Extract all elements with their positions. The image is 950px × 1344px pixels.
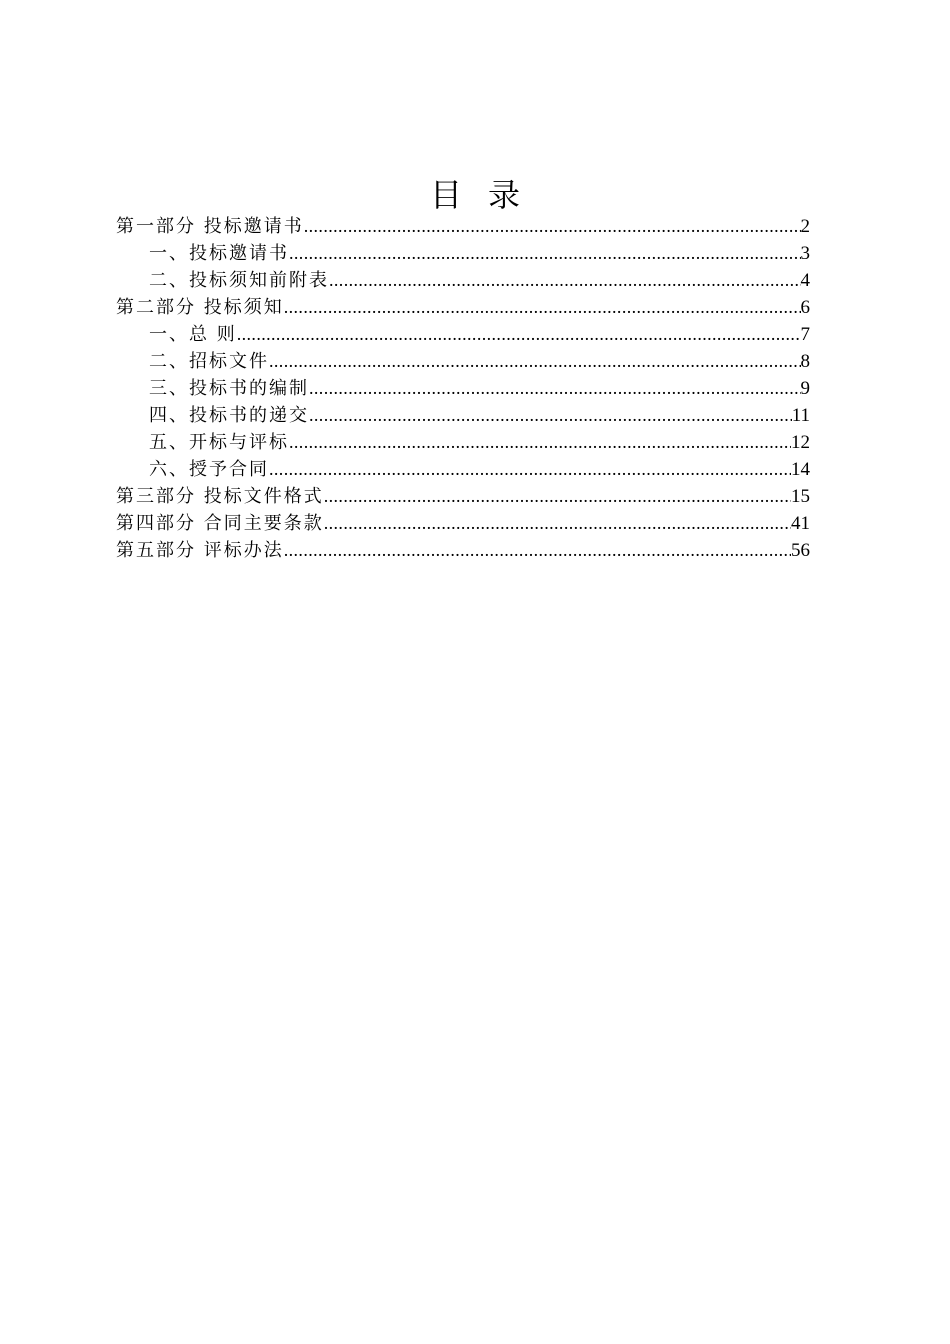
toc-leader-dots: [309, 375, 801, 402]
toc-entry[interactable]: [116, 213, 810, 240]
toc-entry[interactable]: [116, 483, 810, 510]
toc-entry-label: 第五部分 评标办法: [116, 540, 284, 561]
toc-entry-label: 第一部分 投标邀请书: [116, 216, 304, 237]
toc-entry[interactable]: [116, 267, 810, 294]
toc-leader-dots: [284, 537, 791, 564]
toc-entry[interactable]: [116, 294, 810, 321]
toc-title: 目录: [429, 176, 546, 214]
toc-leader-dots: [304, 213, 801, 240]
toc-entry-page: 56: [791, 540, 810, 561]
toc-entry-label: 五、开标与评标: [149, 432, 289, 453]
toc-entry-label: 六、授予合同: [149, 459, 269, 480]
toc-leader-dots: [269, 348, 801, 375]
toc-leader-dots: [284, 294, 801, 321]
toc-entry-label: 第四部分 合同主要条款: [116, 513, 324, 534]
toc-entry-page: 14: [791, 459, 810, 480]
toc-entry-page: 3: [800, 243, 810, 264]
toc-entry-page: 8: [800, 351, 810, 372]
toc-entry-page: 4: [800, 270, 810, 291]
toc-entry[interactable]: [116, 537, 810, 564]
toc-entry[interactable]: [116, 456, 810, 483]
toc-entry-page: 12: [791, 432, 810, 453]
toc-leader-dots: [324, 483, 791, 510]
toc-entry[interactable]: [116, 429, 810, 456]
toc-leader-dots: [237, 321, 801, 348]
toc-entry[interactable]: [116, 402, 810, 429]
toc-leader-dots: [309, 402, 792, 429]
toc-entry-page: 6: [800, 297, 810, 318]
toc-entry-page: 7: [800, 324, 810, 345]
toc-list: [116, 213, 810, 564]
toc-entry-label: 四、投标书的递交: [149, 405, 309, 426]
toc-entry-page: 41: [791, 513, 810, 534]
toc-entry-page: 11: [791, 405, 810, 426]
toc-entry[interactable]: [116, 348, 810, 375]
toc-leader-dots: [269, 456, 791, 483]
toc-leader-dots: [289, 429, 791, 456]
toc-leader-dots: [289, 240, 801, 267]
toc-entry[interactable]: [116, 240, 810, 267]
toc-leader-dots: [329, 267, 801, 294]
toc-entry-label: 二、招标文件: [149, 351, 269, 372]
toc-entry[interactable]: [116, 321, 810, 348]
toc-entry-page: 2: [800, 216, 810, 237]
toc-entry[interactable]: [116, 510, 810, 537]
toc-entry-label: 二、投标须知前附表: [149, 270, 329, 291]
toc-leader-dots: [324, 510, 791, 537]
toc-entry-label: 一、投标邀请书: [149, 243, 289, 264]
toc-entry-page: 15: [791, 486, 810, 507]
toc-entry-label: 三、投标书的编制: [149, 378, 309, 399]
toc-entry-label: 第二部分 投标须知: [116, 297, 284, 318]
toc-entry-page: 9: [800, 378, 810, 399]
toc-entry-label: 一、总 则: [149, 324, 237, 345]
toc-entry-label: 第三部分 投标文件格式: [116, 486, 324, 507]
toc-entry[interactable]: [116, 375, 810, 402]
